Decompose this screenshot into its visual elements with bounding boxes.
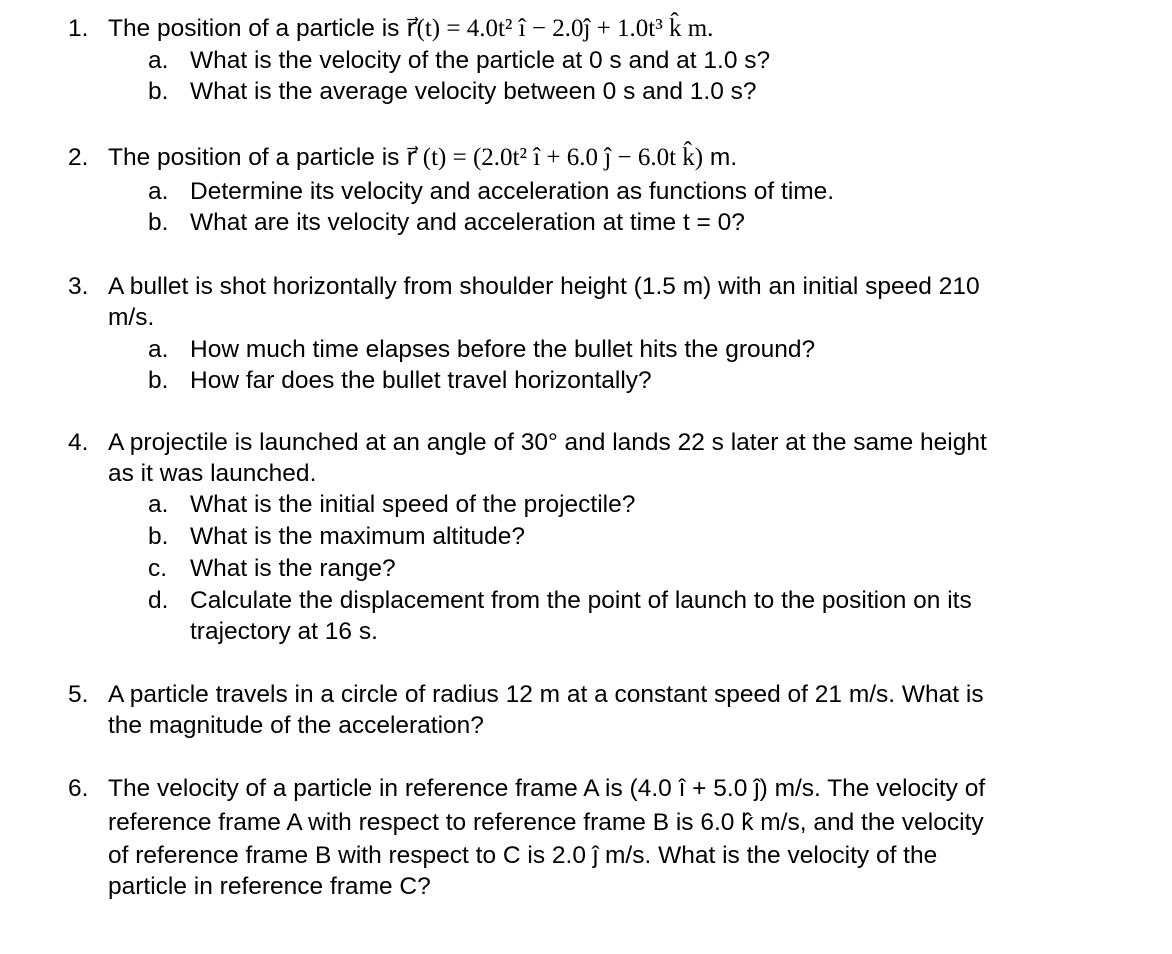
problem-2b-label: b. — [148, 209, 169, 236]
problem-3b-text: How far does the bullet travel horizontally? — [190, 367, 652, 394]
problem-2b-text: What are its velocity and acceleration at time t = 0? — [190, 209, 745, 236]
problem-6-stem-line-2: reference frame A with respect to reference frame B is 6.0 k̂ m/s, and the velocity — [108, 809, 984, 836]
problem-5-number: 5. — [68, 681, 89, 708]
problem-1a-text: What is the velocity of the particle at 0 s and at 1.0 s? — [190, 47, 771, 74]
problem-2-stem-text: The position of a particle is — [108, 144, 407, 171]
problem-5-stem-line-2: the magnitude of the acceleration? — [108, 712, 484, 739]
problem-4b-text: What is the maximum altitude? — [190, 523, 525, 550]
problem-1-stem-text: The position of a particle is — [108, 15, 407, 42]
problem-1a-label: a. — [148, 47, 169, 74]
problem-1-position-equation: r⃗(t) = 4.0t² î − 2.0ĵ + 1.0t³ k̂ m. — [406, 15, 714, 42]
problem-6-stem-line-4: particle in reference frame C? — [108, 873, 431, 900]
problem-4-stem-line-1: A projectile is launched at an angle of 30° and lands 22 s later at the same height — [108, 429, 987, 456]
problem-4d-label: d. — [148, 587, 169, 614]
problem-6-stem-line-1: The velocity of a particle in reference frame A is (4.0 î + 5.0 ĵ) m/s. The velocity of — [108, 775, 986, 802]
problem-4c-text: What is the range? — [190, 555, 396, 582]
problem-2a-label: a. — [148, 178, 169, 205]
problem-6-number: 6. — [68, 775, 89, 802]
problem-2a-text: Determine its velocity and acceleration as functions of time. — [190, 178, 835, 205]
problem-2-number: 2. — [68, 144, 89, 171]
problem-1b-text: What is the average velocity between 0 s and 1.0 s? — [190, 78, 757, 105]
problem-4d-text-line-2: trajectory at 16 s. — [190, 618, 378, 645]
problem-3b-label: b. — [148, 367, 169, 394]
problem-4a-label: a. — [148, 491, 169, 518]
problem-3-stem-line-2: m/s. — [108, 304, 155, 331]
problem-1b-label: b. — [148, 78, 169, 105]
problem-2-unit: m. — [703, 144, 738, 171]
problem-4-stem-line-2: as it was launched. — [108, 460, 317, 487]
problem-4c-label: c. — [148, 555, 168, 582]
problem-2-position-equation: r⃗ (t) = (2.0t² î + 6.0 ĵ − 6.0t k̂) — [406, 144, 704, 171]
problem-3-stem-line-1: A bullet is shot horizontally from shoulder height (1.5 m) with an initial speed 210 — [108, 273, 980, 300]
problem-4b-label: b. — [148, 523, 169, 550]
problem-2-stem — [108, 143, 737, 173]
problem-4-number: 4. — [68, 429, 89, 456]
problem-3a-label: a. — [148, 336, 169, 363]
problem-5-stem-line-1: A particle travels in a circle of radius 12 m at a constant speed of 21 m/s. What is — [108, 681, 984, 708]
problem-1-number: 1. — [68, 15, 89, 42]
problem-3a-text: How much time elapses before the bullet hits the ground? — [190, 336, 816, 363]
problem-4d-text-line-1: Calculate the displacement from the point of launch to the position on its — [190, 587, 972, 614]
problem-3-number: 3. — [68, 273, 89, 300]
problem-6-stem-line-3: of reference frame B with respect to C is 2.0 ĵ m/s. What is the velocity of the — [108, 842, 938, 869]
problem-1-stem — [108, 14, 713, 44]
problem-4a-text: What is the initial speed of the projectile? — [190, 491, 636, 518]
